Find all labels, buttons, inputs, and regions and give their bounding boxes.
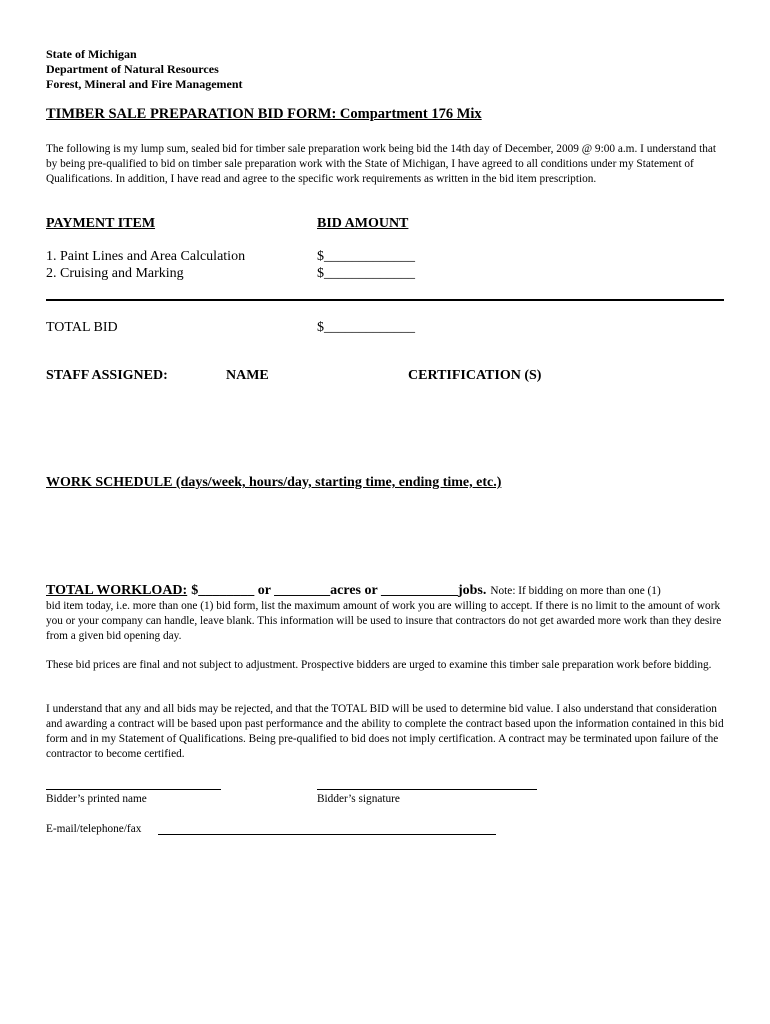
contact-label: E-mail/telephone/fax (46, 823, 142, 835)
total-workload-fields[interactable]: $________ or ________acres or ___________jobs. (191, 583, 487, 598)
total-bid-label: TOTAL BID (46, 320, 118, 335)
work-schedule-label: WORK SCHEDULE (days/week, hours/day, starting time, ending time, etc.) (46, 475, 502, 490)
staff-name-header: NAME (226, 368, 269, 383)
workload-note: bid item today, i.e. more than one (1) bid form, list the maximum amount of work you are willing to accept. If there is no limit to the amount of work you or your company can handle, leave blank. This information will be used to insure that contractors do not get awarded more work than they desire from a given bid opening day. (46, 600, 722, 642)
bid-amount-header: BID AMOUNT (317, 216, 409, 231)
form-title: TIMBER SALE PREPARATION BID FORM: Compartment 176 Mix (46, 106, 482, 122)
signature-line[interactable] (317, 789, 537, 790)
rejection-paragraph: I understand that any and all bids may be rejected, and that the TOTAL BID will be used to determine bid value. I also understand that consideration and awarding a contract will be based upon past performance and the ability to complete the contract based upon the information contained in this bid form and in my Statement of Qualifications. Being pre-qualified to bid does not imply certification. A contract may be terminated upon failure of the contractor to become certified. (46, 703, 724, 760)
header-division: Forest, Mineral and Fire Management (46, 77, 243, 91)
header-state: State of Michigan (46, 47, 137, 61)
intro-paragraph: The following is my lump sum, sealed bid for timber sale preparation work being bid the 14th day of December, 2009 @ 9:00 a.m. I understand that by being pre-qualified to bid on timber sale preparation work with the State of Michigan, I have agreed to all conditions under my Statement of Qualifications. In addition, I have read and agree to the specific work requirements as written in the bid item prescription. (46, 143, 717, 185)
section-divider (46, 299, 724, 301)
bid-amount-1[interactable]: $_____________ (317, 249, 415, 264)
staff-assigned-label: STAFF ASSIGNED: (46, 368, 168, 383)
signature-label: Bidder’s signature (317, 793, 400, 805)
contact-line[interactable] (158, 834, 496, 835)
printed-name-label: Bidder’s printed name (46, 793, 147, 805)
final-prices-paragraph: These bid prices are final and not subject to adjustment. Prospective bidders are urged to examine this timber sale preparation work before bidding. (46, 659, 712, 671)
total-bid-amount[interactable]: $_____________ (317, 320, 415, 335)
workload-note-start: Note: If bidding on more than one (1) (490, 585, 661, 597)
total-workload-label: TOTAL WORKLOAD: (46, 583, 188, 598)
payment-item-2: 2. Cruising and Marking (46, 266, 184, 281)
header-department: Department of Natural Resources (46, 62, 219, 76)
payment-item-header: PAYMENT ITEM (46, 216, 156, 231)
total-workload-row (46, 581, 730, 599)
staff-assigned-row (46, 368, 553, 386)
staff-certification-header: CERTIFICATION (S) (408, 368, 542, 383)
payment-item-1: 1. Paint Lines and Area Calculation (46, 249, 246, 264)
printed-name-line[interactable] (46, 789, 221, 790)
bid-amount-2[interactable]: $_____________ (317, 266, 415, 281)
